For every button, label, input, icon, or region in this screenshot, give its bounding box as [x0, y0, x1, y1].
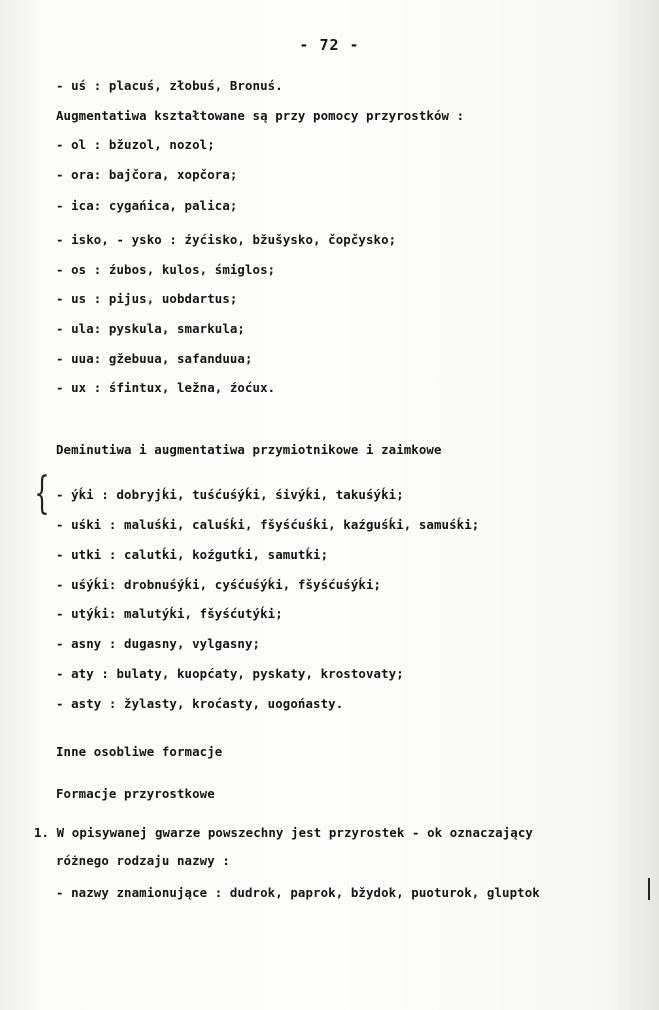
text-line: - utki : calutḱi, koźgutḱi, samutḱi; [56, 547, 329, 562]
section-heading: Inne osobliwe formacje [56, 744, 223, 759]
text-line: - ica: cygańica, palica; [56, 198, 238, 213]
text-line: - utýḱi: malutýḱi, fšyśćutýḱi; [56, 606, 283, 621]
text-line: - ula: pyskula, smarkula; [56, 321, 245, 336]
text-line: - ora: bajčora, xopčora; [56, 167, 238, 182]
text-line: - ux : śfintux, ležna, źoćux. [56, 380, 276, 395]
text-line: - nazwy znamionujące : dudrok, paprok, bžydok, puoturok, gluptok [56, 885, 540, 900]
section-heading: Augmentatiwa kształtowane są przy pomocy przyrostków : [56, 108, 465, 123]
text-line: - uua: gžebuua, safanduua; [56, 351, 253, 366]
text-line: 1. W opisywanej gwarze powszechny jest przyrostek - ok oznaczający [34, 825, 533, 840]
text-line: - uśki : maluśḱi, caluśḱi, fšyśćuśḱi, kaźguśḱi, samuśḱi; [56, 517, 480, 532]
section-heading: Deminutiwa i augmentatiwa przymiotnikowe i zaimkowe [56, 442, 442, 457]
text-line: - isko, - ysko : źyćisko, bžušysko, čopčysko; [56, 232, 397, 247]
text-line: - ol : bžuzol, nozol; [56, 137, 215, 152]
margin-brace-mark: { [34, 468, 50, 519]
margin-bar-mark [648, 878, 650, 900]
text-line: - asny : dugasny, vylgasny; [56, 636, 261, 651]
text-line: - uś : placuś, złobuś, Bronuś. [56, 78, 283, 93]
text-line: - aty : bulaty, kuopćaty, pyskaty, krostovaty; [56, 666, 404, 681]
text-line: różnego rodzaju nazwy : [56, 853, 230, 868]
text-line: - us : pijus, uobdartus; [56, 291, 238, 306]
text-line: - ýḱi : dobryjḱi, tuśćuśýḱi, śivýḱi, takuśýḱi; [56, 487, 404, 502]
page-number: - 72 - [299, 36, 360, 54]
text-line: - os : źubos, kulos, śmiglos; [56, 262, 276, 277]
text-line: - uśýḱi: drobnuśýḱi, cyśćuśýḱi, fšyśćuśýḱi; [56, 577, 382, 592]
text-line: - asty : žylasty, kroćasty, uogońasty. [56, 696, 344, 711]
section-heading: Formacje przyrostkowe [56, 786, 215, 801]
